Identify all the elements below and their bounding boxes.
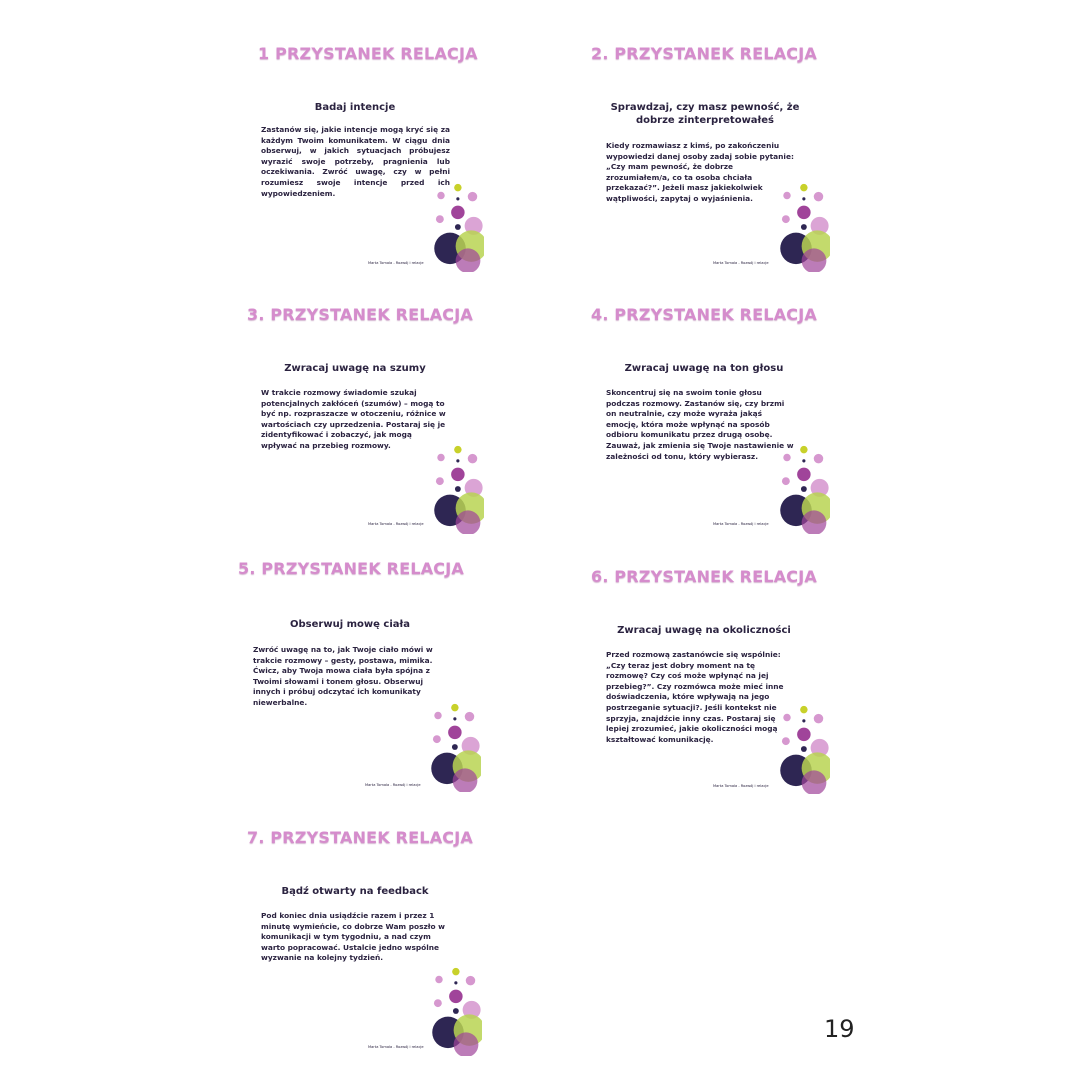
card-footer: Marta Tomala - Rozwój i relacje	[713, 522, 769, 526]
card-body: Skoncentruj się na swoim tonie głosu podczas rozmowy. Zastanów się, czy brzmi on neutralnie, czy może wyraża jakąś emocję, która może wpłynąć na sposób odbioru komunikatu przez drugą osobę. Zauważ, jak zmienia się Twoje nastawienie w zależności od tonu, który wybierasz.	[606, 388, 794, 461]
card-title: 2. PRZYSTANEK RELACJA	[591, 44, 817, 63]
card-heading: Zwracaj uwagę na okoliczności	[617, 625, 791, 636]
bubbles-icon	[780, 704, 830, 794]
card-title: 4. PRZYSTANEK RELACJA	[591, 305, 817, 324]
card-title: 5. PRZYSTANEK RELACJA	[238, 559, 464, 578]
card-title: 1 PRZYSTANEK RELACJA	[258, 44, 478, 63]
card-title: 3. PRZYSTANEK RELACJA	[247, 305, 473, 324]
card-footer: Marta Tomala - Rozwój i relacje	[368, 261, 424, 265]
card-heading: Badaj intencje	[314, 102, 396, 113]
card-body: Kiedy rozmawiasz z kimś, po zakończeniu wypowiedzi danej osoby zadaj sobie pytanie: „Czy mam pewność, że dobrze zrozumiałem/a, co ta osoba chciała przekazać?”. Jeżeli masz jakiekolwiek wątpliwości, zapytaj o wyjaśnienia.	[606, 141, 794, 203]
card-footer: Marta Tomala - Rozwój i relacje	[368, 1045, 424, 1049]
card-heading: Obserwuj mowę ciała	[290, 619, 410, 630]
page-number: 19	[824, 1015, 855, 1043]
card-heading: Bądź otwarty na feedback	[281, 886, 429, 897]
card-body: Pod koniec dnia usiądźcie razem i przez 1 minutę wymieńcie, co dobrze Wam poszło w komunikacji w tym tygodniu, a nad czym warto popracować. Ustalcie jedno wspólne wyzwanie na kolejny tydzień.	[261, 911, 445, 963]
card-body: Przed rozmową zastanówcie się wspólnie: „Czy teraz jest dobry moment na tę rozmowę? Czy coś może wpłynąć na jej przebieg?”. Czy rozmówca może mieć inne doświadczenia, które wpływają na jego postrzeganie sytuacji?. Jeśli kontekst nie sprzyja, znajdźcie inny czas. Postaraj się lepiej zrozumieć, jakie okoliczności mogą kształtować komunikację.	[606, 650, 784, 744]
card-heading: Sprawdzaj, czy masz pewność, że dobrze zinterpretowałeś	[610, 102, 800, 126]
card-footer: Marta Tomala - Rozwój i relacje	[713, 261, 769, 265]
card-body: Zwróć uwagę na to, jak Twoje ciało mówi w trakcie rozmowy – gesty, postawa, mimika. Ćwicz, aby Twoja mowa ciała była spójna z Twoimi słowami i tonem głosu. Obserwuj innych i próbuj odczytać ich komunikaty niewerbalne.	[253, 645, 433, 707]
card-footer: Marta Tomala - Rozwój i relacje	[368, 522, 424, 526]
card-heading: Zwracaj uwagę na szumy	[284, 363, 426, 374]
card-footer: Marta Tomala - Rozwój i relacje	[713, 784, 769, 788]
card-footer: Marta Tomala - Rozwój i relacje	[365, 783, 421, 787]
card-heading: Zwracaj uwagę na ton głosu	[624, 363, 784, 374]
card-7	[0, 0, 540, 1060]
card-title: 6. PRZYSTANEK RELACJA	[591, 567, 817, 586]
card-body: Zastanów się, jakie intencje mogą kryć się za każdym Twoim komunikatem. W ciągu dnia obserwuj, w jakich sytuacjach próbujesz wyrazić swoje potrzeby, pragnienia lub oczekiwania. Zwróć uwagę, czy w pełni rozumiesz swoje intencje przed ich wypowiedzeniem.	[261, 125, 450, 198]
card-body: W trakcie rozmowy świadomie szukaj potencjalnych zakłóceń (szumów) – mogą to być np. rozpraszacze w otoczeniu, różnice w wartościach czy uprzedzenia. Postaraj się je zidentyfikować i zobaczyć, jak mogą wpływać na przebieg rozmowy.	[261, 388, 446, 450]
card-title: 7. PRZYSTANEK RELACJA	[247, 828, 473, 847]
bubbles-icon	[432, 966, 482, 1056]
